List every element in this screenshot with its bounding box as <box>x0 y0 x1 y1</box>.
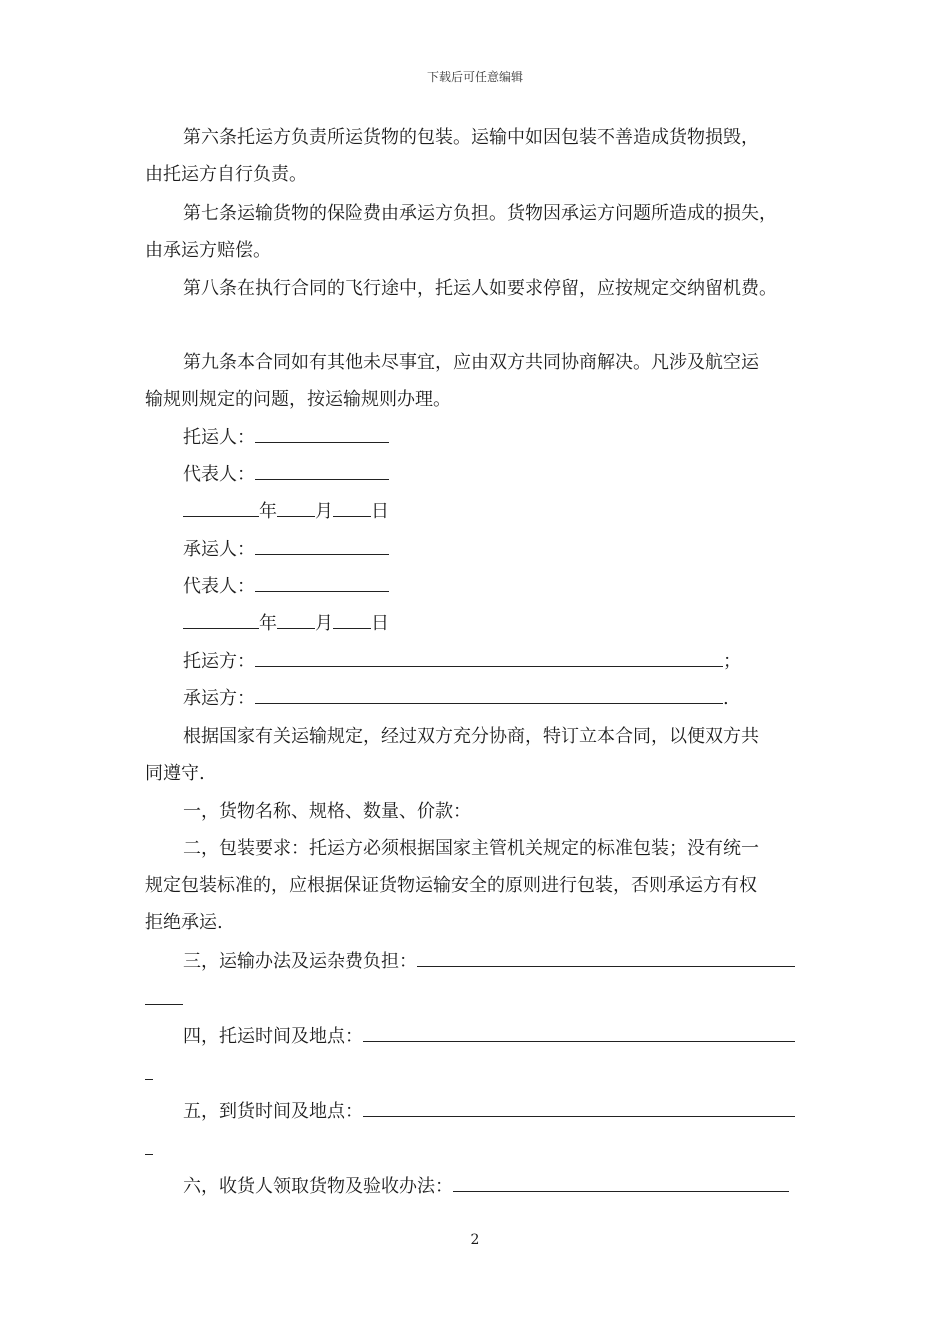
shipper-party-blank[interactable] <box>255 650 723 667</box>
article-6-line-1: 第六条托运方负责所运货物的包装。运输中如因包装不善造成货物损毁， <box>183 127 759 148</box>
year-label: 年 <box>259 613 277 634</box>
carrier-party-label: 承运方： <box>183 688 255 709</box>
year-blank[interactable] <box>183 612 259 629</box>
year-blank[interactable] <box>183 500 259 517</box>
item-4-blank-continued[interactable] <box>145 1063 153 1080</box>
item-6-blank[interactable] <box>453 1175 789 1192</box>
item-2-line-3: 拒绝承运. <box>145 912 223 933</box>
carrier-signature-row <box>183 538 389 562</box>
page-number: 2 <box>470 1232 480 1248</box>
day-blank[interactable] <box>333 500 371 517</box>
item-4-blank[interactable] <box>363 1025 795 1042</box>
shipper-blank[interactable] <box>255 426 389 443</box>
item-3-blank-continued[interactable] <box>145 988 183 1005</box>
shipper-rep-blank[interactable] <box>255 463 389 480</box>
item-1: 一，货物名称、规格、数量、价款： <box>183 801 471 822</box>
shipper-signature-row <box>183 426 389 450</box>
carrier-date-row <box>183 612 389 636</box>
carrier-label: 承运人： <box>183 539 255 560</box>
item-3-label: 三，运输办法及运杂费负担： <box>183 951 417 972</box>
intro-line-2: 同遵守. <box>145 763 205 784</box>
carrier-rep-blank[interactable] <box>255 575 389 592</box>
carrier-rep-row <box>183 575 389 599</box>
item-6-row <box>183 1175 789 1199</box>
item-2-line-2: 规定包装标准的，应根据保证货物运输安全的原则进行包装，否则承运方有权 <box>145 875 757 896</box>
item-6-label: 六，收货人领取货物及验收办法： <box>183 1176 453 1197</box>
day-label: 日 <box>371 501 389 522</box>
intro-line-1: 根据国家有关运输规定，经过双方充分协商，特订立本合同，以便双方共 <box>183 726 759 747</box>
carrier-party-row <box>183 687 729 711</box>
article-8: 第八条在执行合同的飞行途中，托运人如要求停留，应按规定交纳留机费。 <box>183 278 777 299</box>
article-6-line-2: 由托运方自行负责。 <box>145 164 307 185</box>
shipper-date-row <box>183 500 389 524</box>
shipper-party-end: ； <box>723 651 741 672</box>
carrier-party-blank[interactable] <box>255 687 723 704</box>
item-4-continuation <box>145 1063 153 1087</box>
item-5-row <box>183 1100 795 1124</box>
year-label: 年 <box>259 501 277 522</box>
shipper-party-row <box>183 650 741 674</box>
item-3-continuation <box>145 988 183 1012</box>
article-7-line-2: 由承运方赔偿。 <box>145 240 271 261</box>
item-5-blank-continued[interactable] <box>145 1138 153 1155</box>
article-7-line-1: 第七条运输货物的保险费由承运方负担。货物因承运方问题所造成的损失， <box>183 203 777 224</box>
item-4-label: 四，托运时间及地点： <box>183 1026 363 1047</box>
article-9-line-1: 第九条本合同如有其他未尽事宜，应由双方共同协商解决。凡涉及航空运 <box>183 352 759 373</box>
month-label: 月 <box>315 501 333 522</box>
shipper-party-label: 托运方： <box>183 651 255 672</box>
day-blank[interactable] <box>333 612 371 629</box>
carrier-blank[interactable] <box>255 538 389 555</box>
month-blank[interactable] <box>277 612 315 629</box>
carrier-party-end: . <box>723 688 729 709</box>
item-3-row <box>183 950 795 974</box>
item-3-blank[interactable] <box>417 950 795 967</box>
page-header: 下载后可任意编辑 <box>426 70 523 84</box>
item-5-continuation <box>145 1138 153 1162</box>
shipper-label: 托运人： <box>183 427 255 448</box>
shipper-rep-label: 代表人： <box>183 464 255 485</box>
item-5-label: 五，到货时间及地点： <box>183 1101 363 1122</box>
month-label: 月 <box>315 613 333 634</box>
item-5-blank[interactable] <box>363 1100 795 1117</box>
shipper-rep-row <box>183 463 389 487</box>
carrier-rep-label: 代表人： <box>183 576 255 597</box>
item-2-line-1: 二，包装要求：托运方必须根据国家主管机关规定的标准包装；没有统一 <box>183 838 759 859</box>
item-4-row <box>183 1025 795 1049</box>
month-blank[interactable] <box>277 500 315 517</box>
day-label: 日 <box>371 613 389 634</box>
article-9-line-2: 输规则规定的问题，按运输规则办理。 <box>145 389 451 410</box>
